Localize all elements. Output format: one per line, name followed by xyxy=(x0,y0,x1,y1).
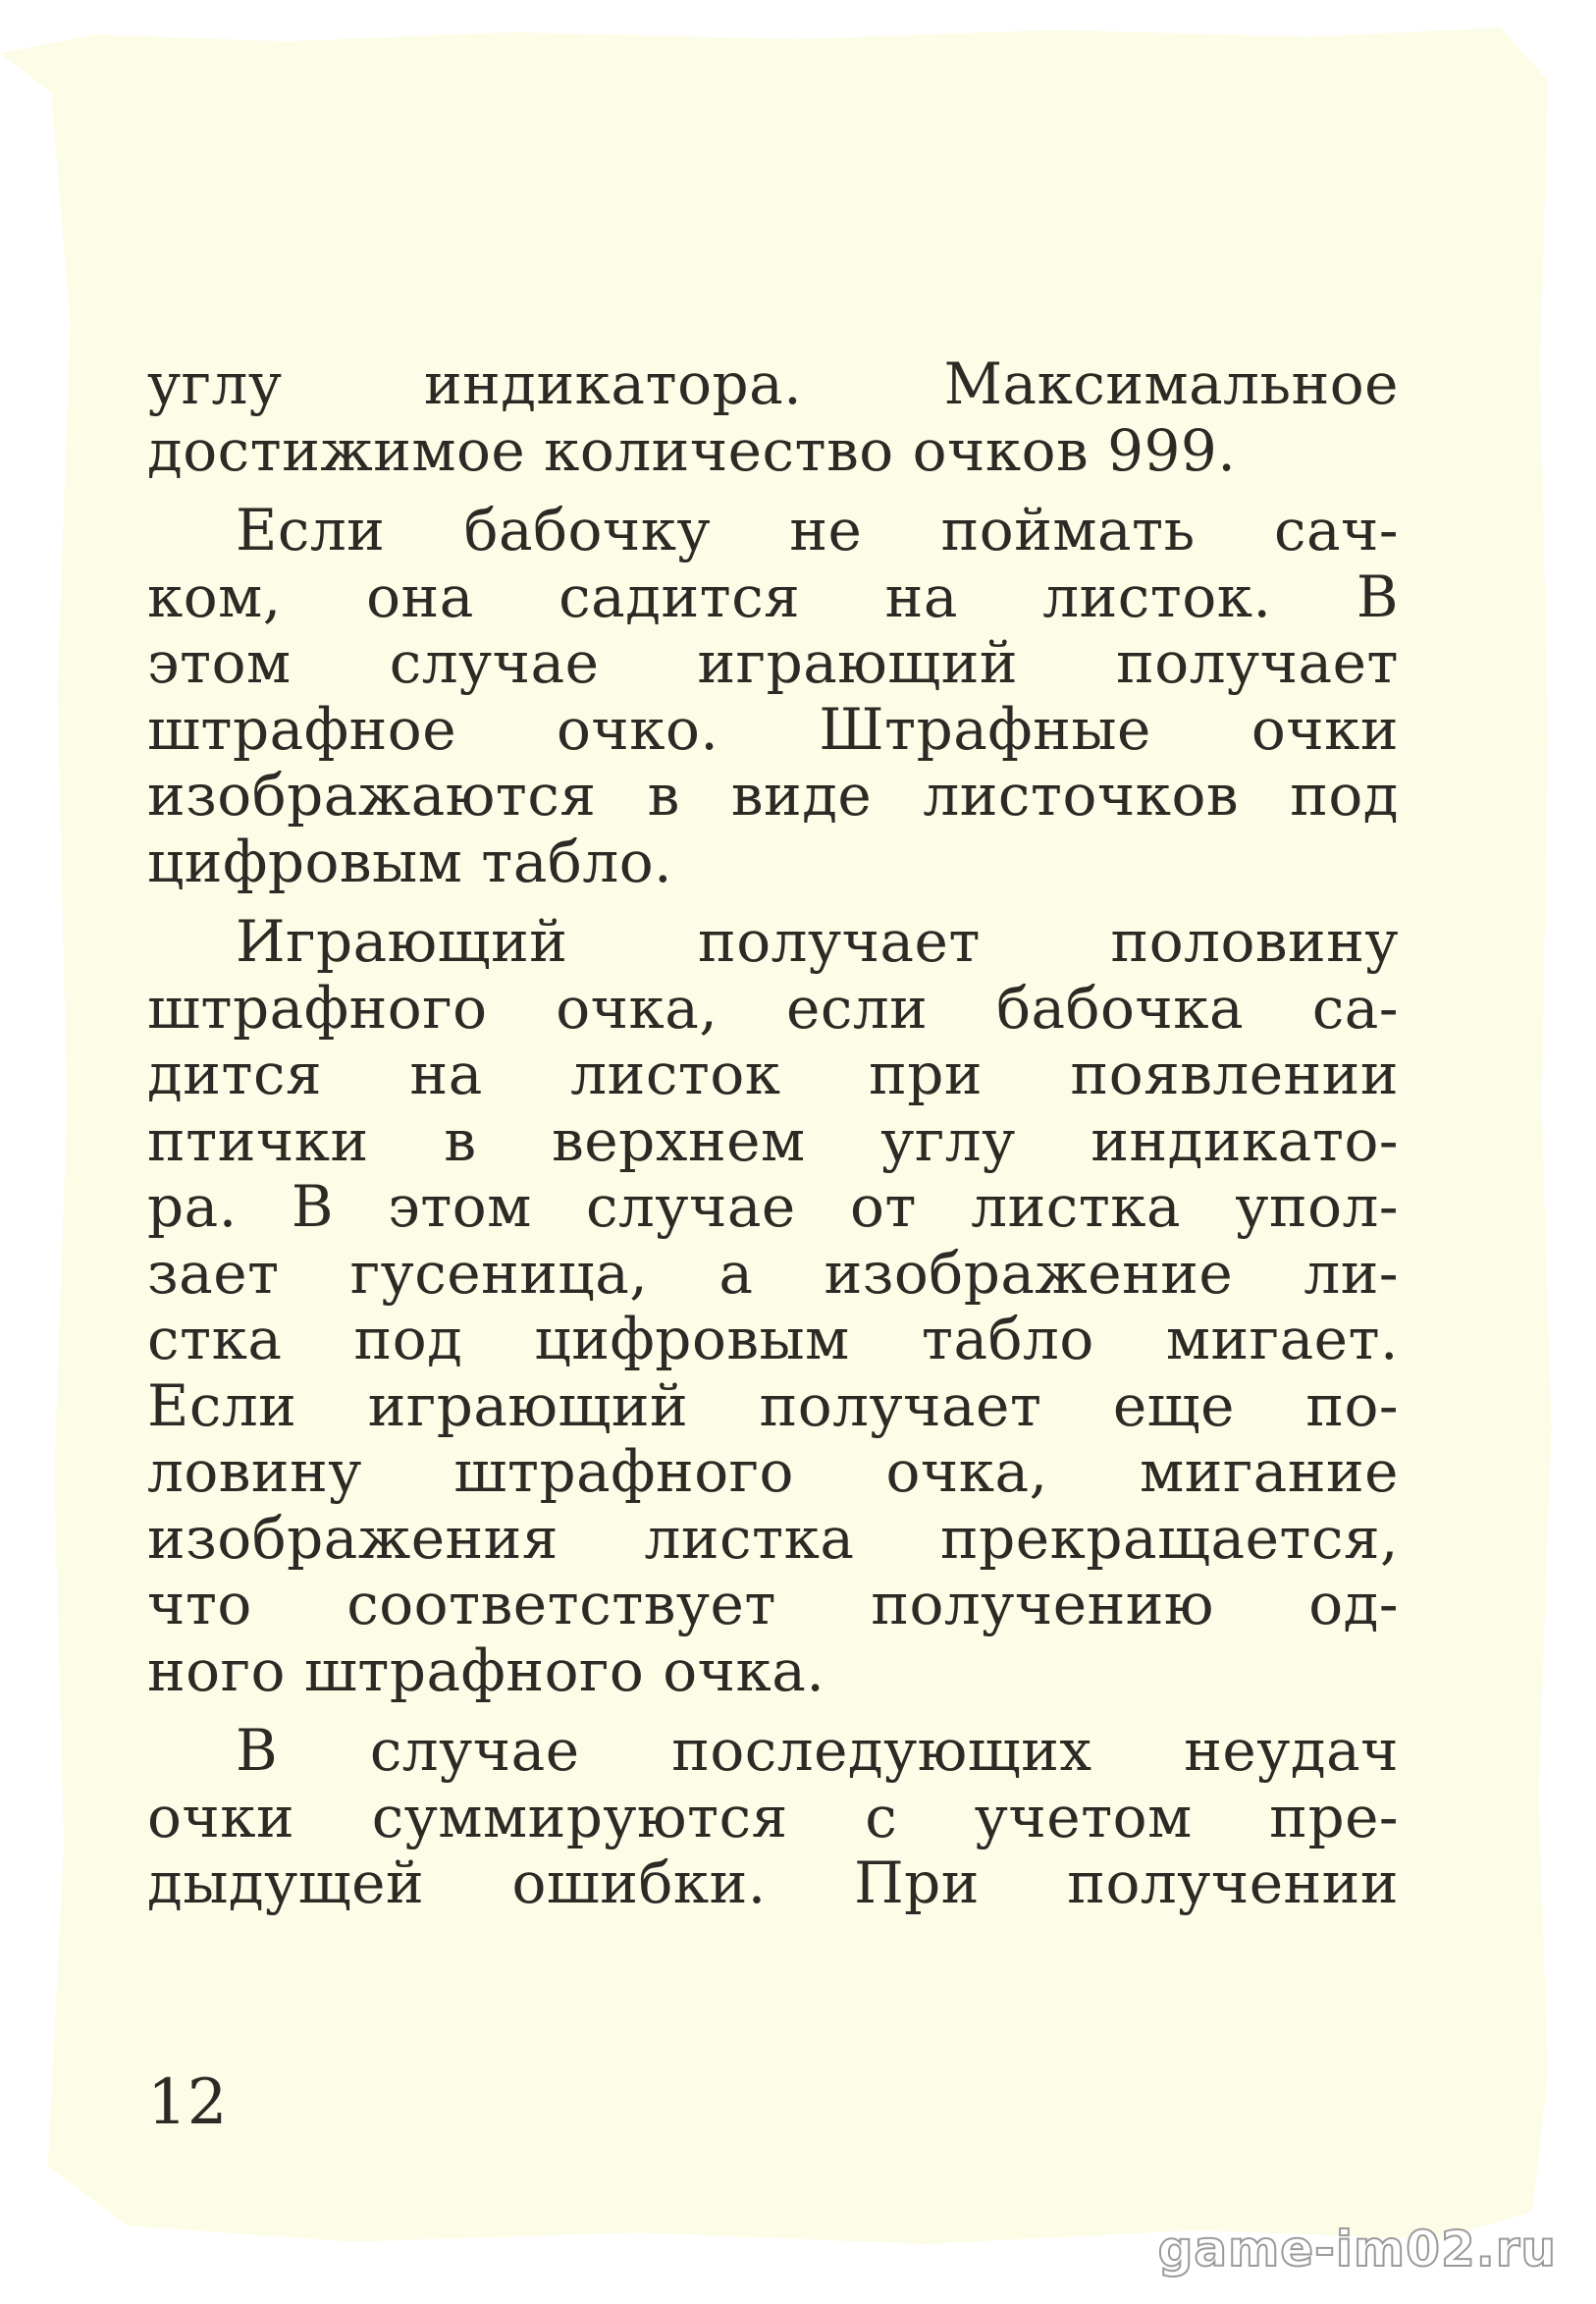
text-line: ловину штрафного очка, мигание xyxy=(147,1438,1399,1505)
watermark: game-im02.ru xyxy=(1157,2221,1557,2277)
body-text xyxy=(147,351,1399,1917)
text-line: птички в верхнем углу индикато- xyxy=(147,1106,1399,1174)
text-line: углу индикатора. Максимальное xyxy=(147,350,1399,417)
text-line: дится на листок при появлении xyxy=(147,1041,1399,1107)
text-line: зает гусеница, а изображение ли- xyxy=(147,1239,1399,1307)
text-line: ного штрафного очка. xyxy=(147,1636,825,1704)
text-line: что соответствует получению од- xyxy=(147,1571,1399,1637)
text-line: ра. В этом случае от листка упол- xyxy=(147,1173,1399,1240)
text-line: дыдущей ошибки. При получении xyxy=(147,1849,1399,1916)
page-number: 12 xyxy=(147,2066,228,2139)
text-line: изображаются в виде листочков под xyxy=(147,762,1399,829)
text-line: цифровым табло. xyxy=(147,828,673,895)
text-line: изображения листка прекращается, xyxy=(147,1504,1399,1572)
text-line: ком, она садится на листок. В xyxy=(147,563,1399,630)
text-line: Если играющий получает еще по- xyxy=(147,1371,1399,1439)
text-line: В случае последующих неудач xyxy=(236,1717,1399,1784)
text-line: Играющий получает половину xyxy=(236,908,1399,975)
text-line: стка под цифровым табло мигает. xyxy=(147,1306,1399,1372)
text-line: достижимое количество очков 999. xyxy=(147,416,1237,484)
text-line: Если бабочку не поймать сач- xyxy=(236,497,1399,563)
text-line: штрафного очка, если бабочка са- xyxy=(147,974,1399,1042)
text-line: этом случае играющий получает xyxy=(147,629,1399,696)
text-line: очки суммируются с учетом пре- xyxy=(147,1783,1399,1850)
text-line: штрафное очко. Штрафные очки xyxy=(147,695,1399,763)
